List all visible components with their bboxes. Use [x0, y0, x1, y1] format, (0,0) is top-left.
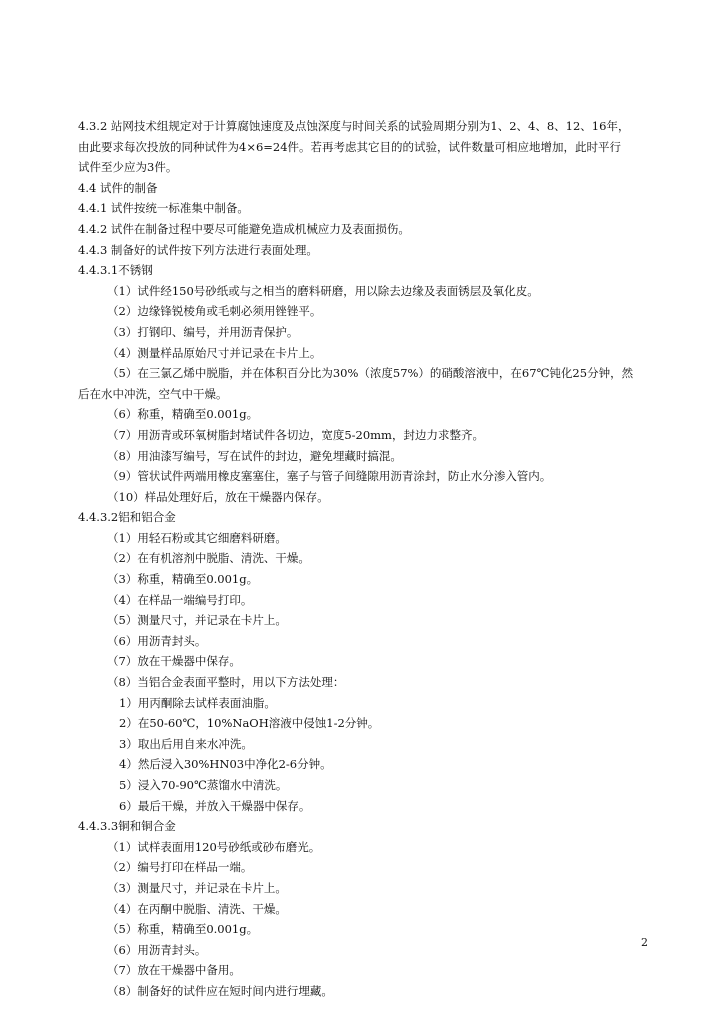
page-number: 2 — [641, 936, 648, 949]
text-line: （4）测量样品原始尺寸并记录在卡片上。 — [107, 345, 322, 360]
text-line: （4）在样品一端编号打印。 — [107, 592, 253, 607]
text-line: 4.4.3.1不锈钢 — [78, 263, 153, 278]
text-line: 1）用丙酮除去试样表面油脂。 — [119, 695, 276, 710]
text-line: （8）当铝合金表面平整时，用以下方法处理： — [107, 675, 345, 690]
text-line: （5）测量尺寸，并记录在卡片上。 — [107, 613, 287, 628]
text-line: （6）称重，精确至0.001g。 — [107, 407, 259, 422]
text-line: （7）放在干燥器中备用。 — [107, 963, 241, 978]
text-line: （2）编号打印在样品一端。 — [107, 860, 253, 875]
text-line: （5）称重，精确至0.001g。 — [107, 922, 259, 937]
text-line: （2）边缘锋锐棱角或毛刺必须用锉锉平。 — [107, 304, 322, 319]
text-line: （6）用沥青封头。 — [107, 942, 207, 957]
text-line: 5）浸入70-90℃蒸馏水中清洗。 — [119, 778, 288, 792]
text-line: （3）打钢印、编号，并用沥青保护。 — [107, 324, 299, 339]
text-line: 6）最后干燥，并放入干燥器中保存。 — [119, 798, 311, 813]
text-line: 4）然后浸入30%HN03中净化2-6分钟。 — [119, 757, 332, 772]
text-line: （6）用沥青封头。 — [107, 633, 207, 648]
text-line: 4.4.3.3铜和铜合金 — [78, 819, 176, 834]
text-line: 4.4.3.2铝和铝合金 — [78, 510, 176, 525]
text-line: （4）在丙酮中脱脂、清洗、干燥。 — [107, 901, 287, 916]
text-line: （8）制备好的试件应在短时间内进行埋藏。 — [107, 983, 333, 998]
text-line: 4.4.1 试件按统一标准集中制备。 — [78, 201, 249, 216]
text-line: （8）用油漆写编号，写在试件的封边，避免埋藏时搞混。 — [107, 448, 402, 463]
body-text — [78, 116, 668, 1002]
text-line: （7）用沥青或环氧树脂封堵试件各切边，宽度5-20mm，封边力求整齐。 — [107, 427, 484, 442]
text-line: （7）放在干燥器中保存。 — [107, 654, 241, 669]
text-line: 3）取出后用自来水冲洗。 — [119, 736, 253, 751]
text-line: 4.4.2 试件在制备过程中要尽可能避免造成机械应力及表面损伤。 — [78, 221, 410, 236]
text-line: 试件至少应为3件。 — [78, 160, 178, 175]
text-line: （1）试样表面用120号砂纸或砂布磨光。 — [107, 839, 321, 854]
text-line: （3）称重，精确至0.001g。 — [107, 572, 259, 587]
text-line: 后在水中冲洗，空气中干燥。 — [78, 386, 228, 401]
text-line: （1）用轻石粉或其它细磨料研磨。 — [107, 530, 287, 545]
text-line: （9）管状试件两端用橡皮塞塞住，塞子与管子间缝隙用沥青涂封，防止水分渗入管内。 — [107, 469, 552, 484]
text-line: 4.3.2 站网技术组规定对于计算腐蚀速度及点蚀深度与时间关系的试验周期分别为1、2、4、8、12、16年， — [78, 119, 630, 133]
text-line: 2）在50-60℃，10%NaOH溶液中侵蚀1-2分钟。 — [119, 716, 380, 731]
text-line: （3）测量尺寸，并记录在卡片上。 — [107, 880, 287, 895]
text-line: 4.4.3 制备好的试件按下列方法进行表面处理。 — [78, 242, 318, 257]
text-line: （5）在三氯乙烯中脱脂，并在体积百分比为30%（浓度57%）的硝酸溶液中，在67℃钝化25分钟，然 — [107, 366, 634, 381]
text-line: （10）样品处理好后，放在干燥器内保存。 — [107, 489, 329, 504]
text-line: （2）在有机溶剂中脱脂、清洗、干燥。 — [107, 551, 310, 566]
text-line: 由此要求每次投放的同种试件为4×6=24件。若再考虑其它目的的试验，试件数量可相应地增加，此时平行 — [78, 139, 622, 154]
text-line: （1）试件经150号砂纸或与之相当的磨料研磨，用以除去边缘及表面锈层及氧化皮。 — [107, 283, 539, 298]
text-line: 4.4 试件的制备 — [78, 180, 158, 195]
